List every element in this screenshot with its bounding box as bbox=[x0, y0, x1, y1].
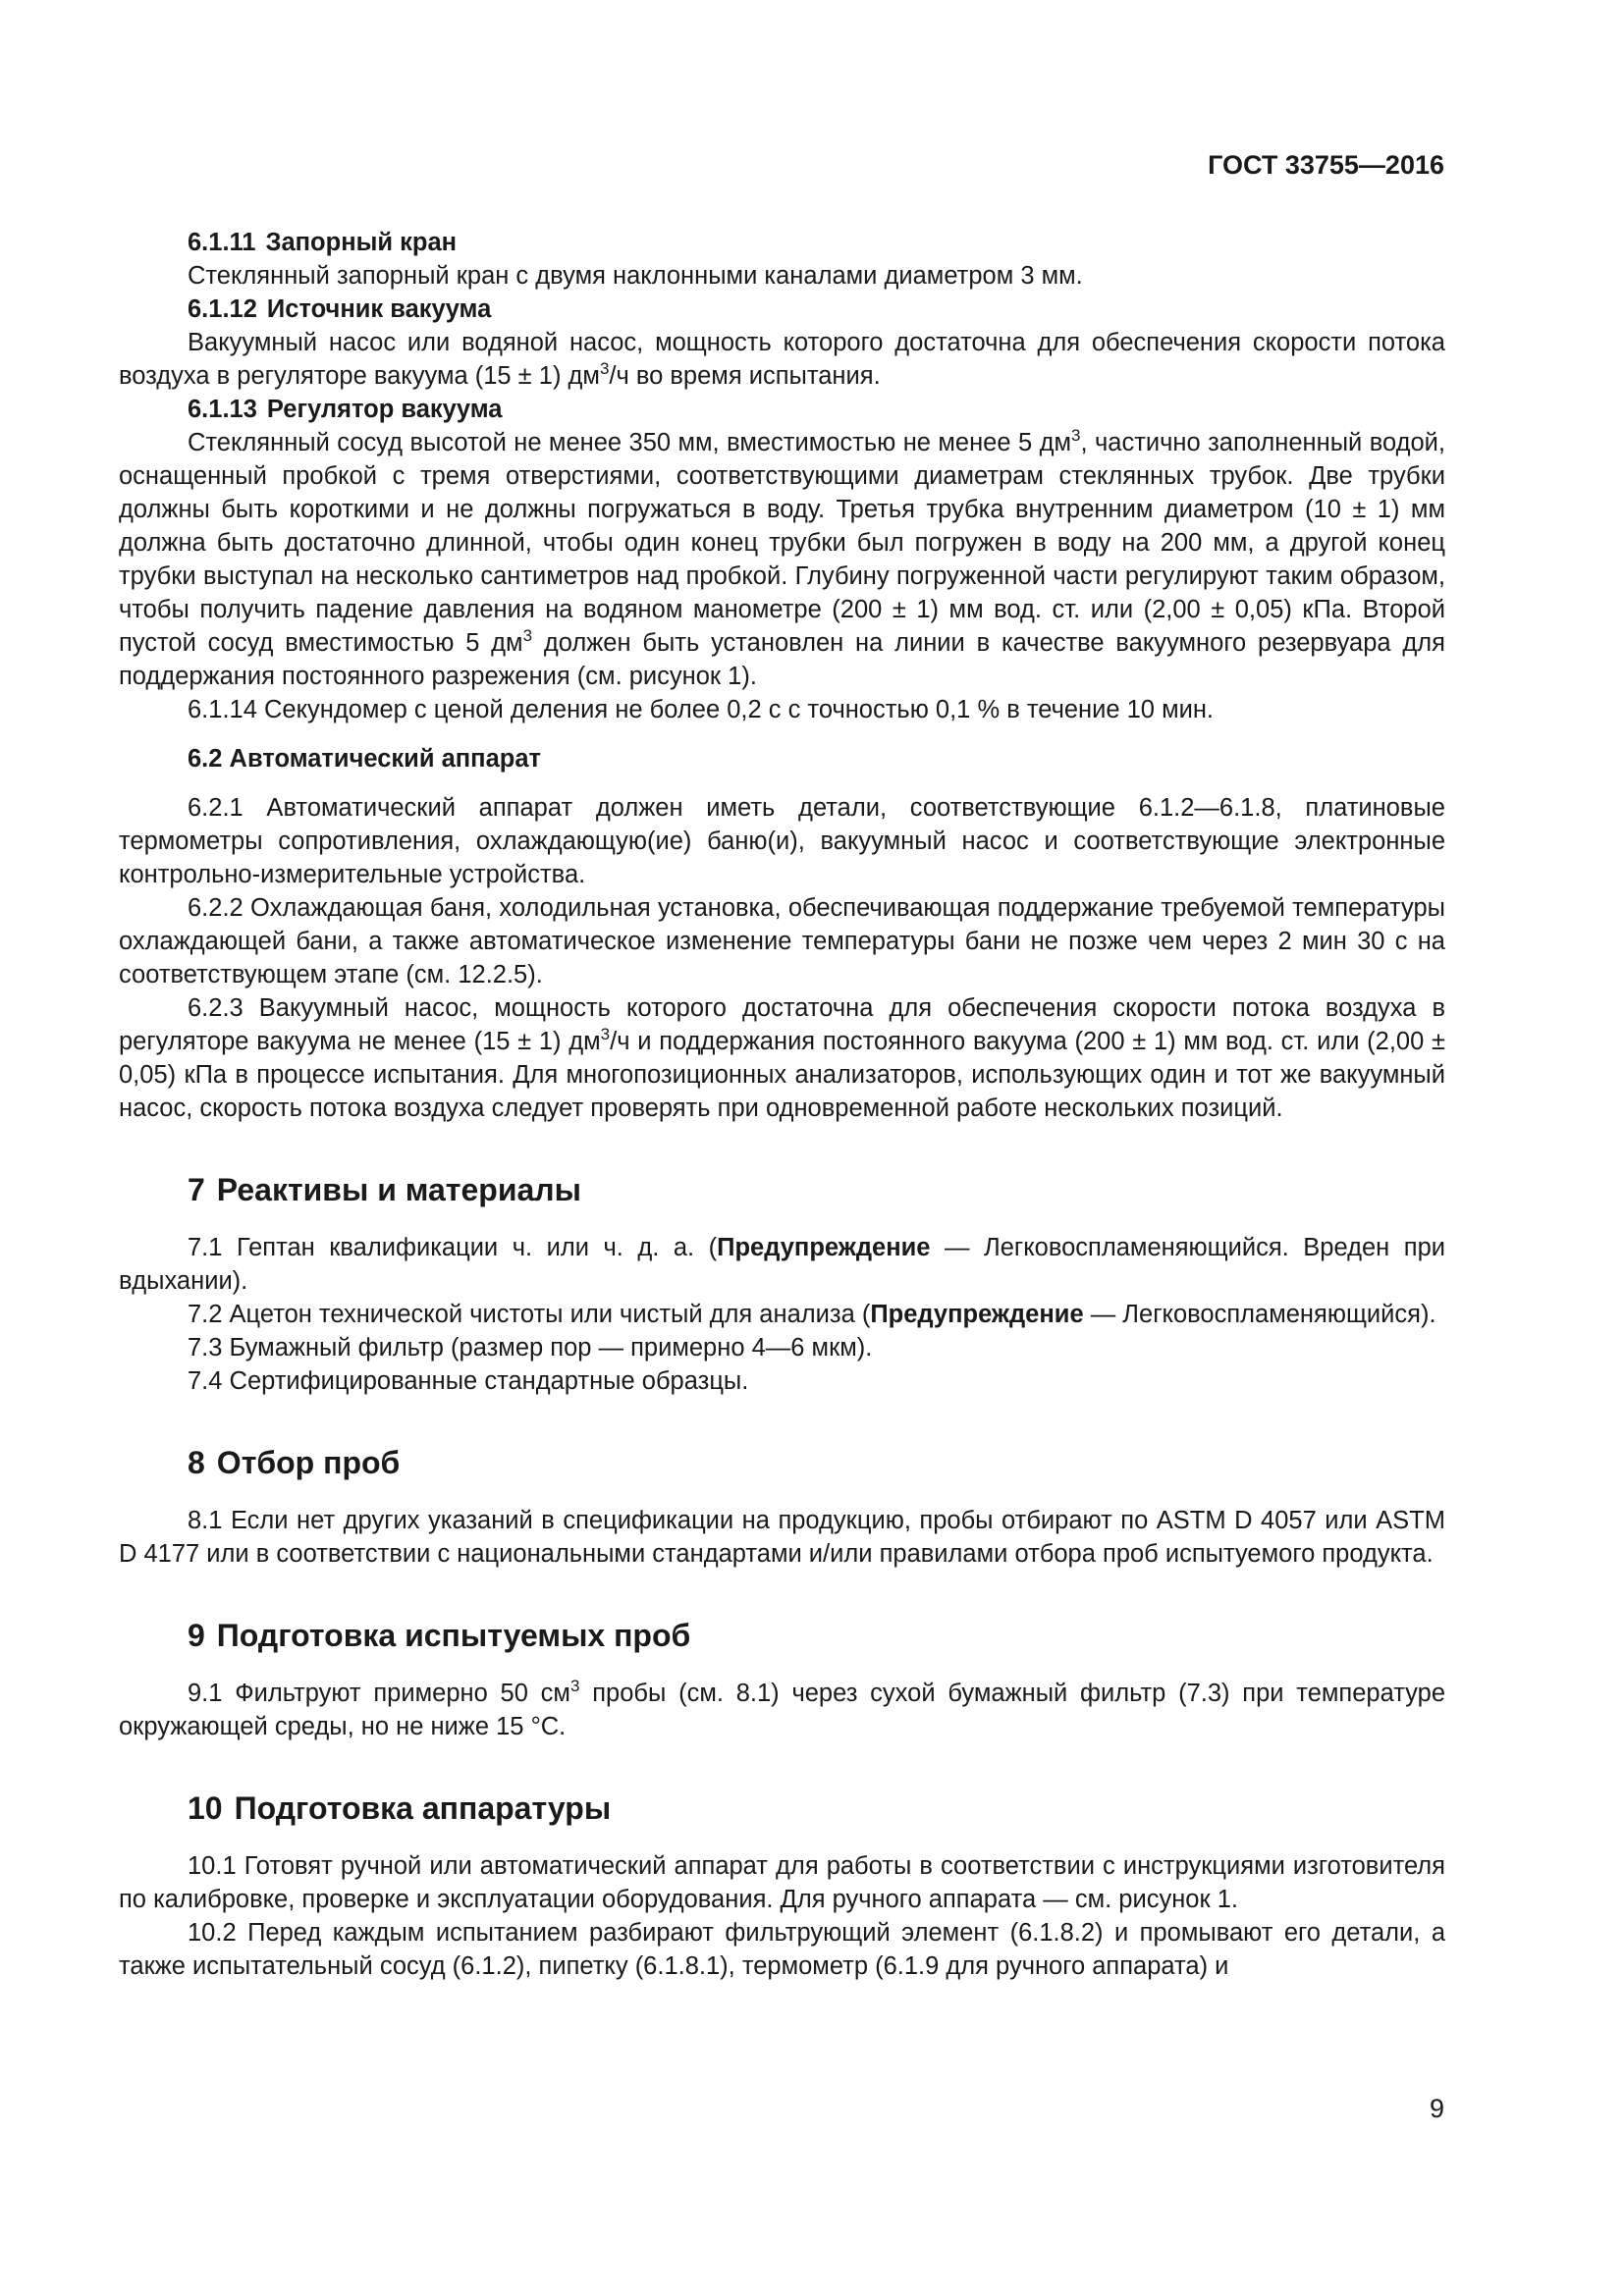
paragraph: 10.1 Готовят ручной или автоматический аппарат для работы в соответствии с инструкциями изготовителя по калибровке, проверке и эксплуатации оборудования. Для ручного аппарата — см. рисунок 1. bbox=[119, 1852, 1445, 1913]
paragraph: 8.1 Если нет других указаний в спецификации на продукцию, пробы отбирают по ASTM D 4057 или ASTM D 4177 или в соответствии с национальными стандартами и/или правилами отбора проб испытуемого продукта. bbox=[119, 1507, 1445, 1568]
paragraph: 7.4 Сертифицированные стандартные образцы. bbox=[188, 1367, 749, 1395]
page-content bbox=[119, 226, 1445, 1983]
page-number: 9 bbox=[1429, 2094, 1444, 2123]
paragraph: 6.2.3 Вакуумный насос, мощность которого достаточна для обеспечения скорости потока воздуха в регуляторе вакуума не менее (15 ± 1) $дм^3/ч$ и поддержания постоянного вакуума (200 ± 1) мм вод. ст. или (2,00 ± 0,05) кПа в процессе испытания. Для многопозиционных анализаторов, использующих один и тот же вакуумный насос, скорость потока воздуха следует проверять при одновременной работе нескольких позиций. bbox=[119, 994, 1445, 1122]
clause-heading-6-1-13: 6.1.13 Регулятор вакуума bbox=[188, 396, 503, 423]
paragraph: 7.2 Ацетон технической чистоты или чистый для анализа (Предупреждение — Легковоспламеняющийся). bbox=[188, 1301, 1436, 1328]
subsection-heading-6-2: 6.2 Автоматический аппарат bbox=[188, 745, 542, 773]
paragraph: Стеклянный запорный кран с двумя наклонными каналами диаметром 3 мм. bbox=[188, 262, 1083, 290]
paragraph: Вакуумный насос или водяной насос, мощность которого достаточна для обеспечения скорости потока воздуха в регуляторе вакуума (15 ± 1) $дм^3/ч$ во время испытания. bbox=[119, 329, 1445, 390]
paragraph: 7.1 Гептан квалификации ч. или ч. д. а. (Предупреждение — Легковоспламеняющийся. Вреден при вдыхании). bbox=[119, 1234, 1445, 1295]
clause-heading-6-1-12: 6.1.12 Источник вакуума bbox=[188, 295, 492, 323]
paragraph: Стеклянный сосуд высотой не менее 350 мм, вместимостью не менее 5 $дм^3$, частично заполненный водой, оснащенный пробкой с тремя отверстиями, соответствующими диаметрам стеклянных трубок. Две трубки должны быть короткими и не должны погружаться в воду. Третья трубка внутренним диаметром (10 ± 1) мм должна быть достаточно длинной, чтобы один конец трубки был погружен в воду на 200 мм, а другой конец трубки выступал на несколько сантиметров над пробкой. Глубину погруженной части регулируют таким образом, чтобы получить падение давления на водяном манометре (200 ± 1) мм вод. ст. или (2,00 ± 0,05) кПа. Второй пустой сосуд вместимостью 5 $дм^3$ должен быть установлен на линии в качестве вакуумного резервуара для поддержания постоянного разрежения (см. рисунок 1). bbox=[119, 425, 1445, 690]
paragraph: 6.2.2 Охлаждающая баня, холодильная установка, обеспечивающая поддержание требуемой температуры охлаждающей бани, а также автоматическое изменение температуры бани не позже чем через 2 мин 30 с на соответствующем этапе (см. 12.2.5). bbox=[119, 894, 1445, 988]
paragraph: 7.3 Бумажный фильтр (размер пор — примерно 4—6 мкм). bbox=[188, 1334, 873, 1362]
section-heading-7: 7 Реактивы и материалы bbox=[188, 1172, 581, 1207]
paragraph: 6.2.1 Автоматический аппарат должен иметь детали, соответствующие 6.1.2—6.1.8, платиновые термометры сопротивления, охлаждающую(ие) баню(и), вакуумный насос и соответствующие электронные контрольно-измерительные устройства. bbox=[119, 794, 1445, 888]
paragraph: 10.2 Перед каждым испытанием разбирают фильтрующий элемент (6.1.8.2) и промывают его детали, а также испытательный сосуд (6.1.2), пипетку (6.1.8.1), термометр (6.1.9 для ручного аппарата) и bbox=[119, 1919, 1445, 1980]
document-header: ГОСТ 33755—2016 bbox=[1208, 150, 1444, 180]
section-heading-8: 8 Отбор проб bbox=[188, 1445, 401, 1480]
clause-heading-6-1-11: 6.1.11 Запорный кран bbox=[188, 229, 458, 256]
paragraph: 6.1.14 Секундомер с ценой деления не более 0,2 с с точностью 0,1 % в течение 10 мин. bbox=[188, 696, 1215, 723]
section-heading-10: 10 Подготовка аппаратуры bbox=[188, 1790, 612, 1826]
paragraph: 9.1 Фильтруют примерно 50 $см^3$ пробы (см. 8.1) через сухой бумажный фильтр (7.3) при температуре окружающей среды, но не ниже 15 °С. bbox=[119, 1676, 1445, 1740]
section-heading-9: 9 Подготовка испытуемых проб bbox=[188, 1618, 691, 1653]
